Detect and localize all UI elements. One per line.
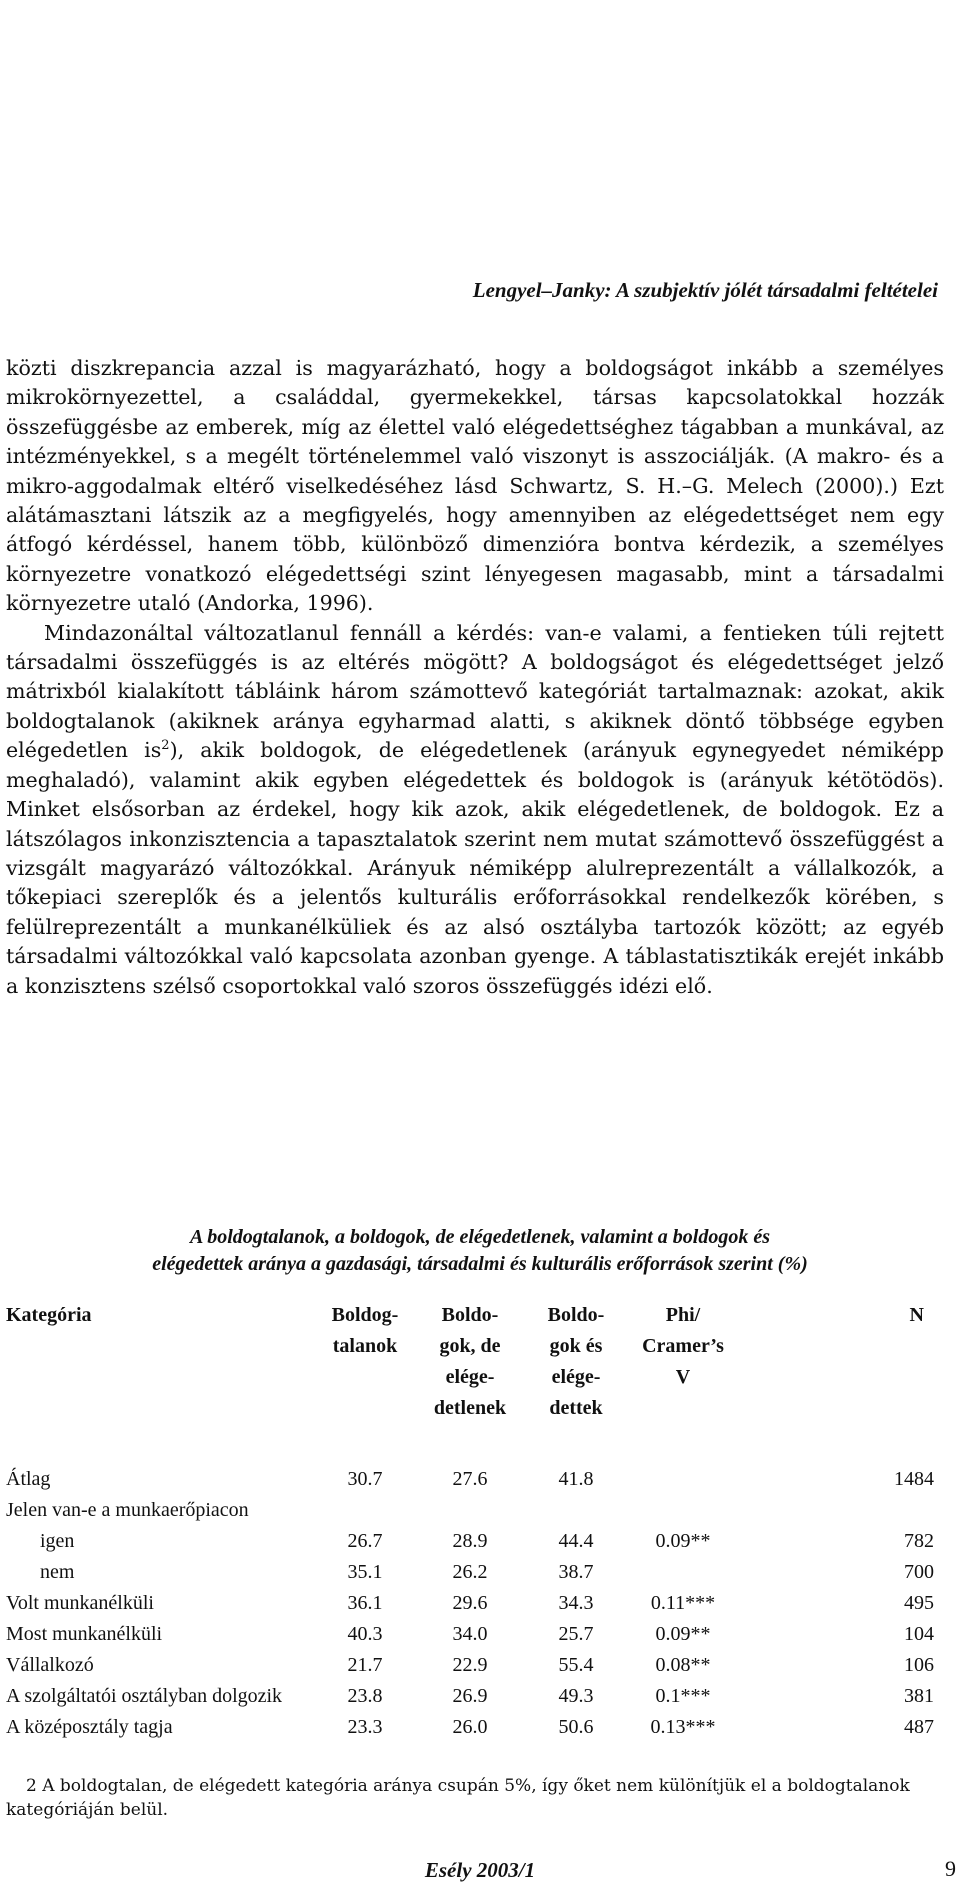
table-row	[6, 1557, 936, 1588]
cell-happy-satisfied: 44.4	[558, 1530, 594, 1552]
cell-phi: 0.13***	[650, 1716, 716, 1738]
cell-unhappy	[318, 1495, 412, 1526]
row-label: Most munkanélküli	[6, 1623, 163, 1645]
cell-unhappy: 36.1	[347, 1592, 383, 1614]
table-row	[6, 1712, 936, 1743]
paragraph-text: közti diszkrepancia azzal is magyarázható, hogy a boldogságot inkább a személyes mikrokörnyezettel, a családdal, gyermekekkel, társas kapcsolatokkal hozzák összefüggésbe az emberek, míg az élettel való elégedettséghez tágabban a munkával, az intézményekkel, s a megélt történelemmel való viszonyt is asszociálják. (A makro- és a mikro-aggodalmak eltérő viselkedéséhez lásd Schwartz, S. H.–G. Melech (2000).) Ezt alátámasztani látszik az a megfigyelés, hogy amennyiben az elégedettséget nem egy átfogó kérdéssel, hanem több, különböző dimenzióra bontva kérdezik, a személyes környezetre vonatkozó elégedettségi szint lényegesen magasabb, mint a társadalmi környezetre utaló (Andorka, 1996).	[6, 356, 944, 616]
column-header-category: Kategória	[6, 1304, 92, 1326]
cell-unhappy: 26.7	[347, 1530, 383, 1552]
row-label: nem	[40, 1561, 75, 1583]
cell-phi: 0.1***	[655, 1685, 711, 1707]
row-label: Átlag	[6, 1468, 51, 1490]
table-body	[6, 1464, 936, 1743]
cell-happy-satisfied: 50.6	[558, 1716, 594, 1738]
cell-n: 381	[904, 1685, 934, 1707]
cell-n: 1484	[894, 1468, 934, 1490]
table-header-row	[6, 1300, 936, 1434]
row-label: A középosztály tagja	[6, 1716, 173, 1738]
body-text	[6, 354, 944, 1001]
table-row	[6, 1650, 936, 1681]
cell-happy-satisfied: 55.4	[558, 1654, 594, 1676]
row-label: igen	[40, 1530, 75, 1552]
table-row	[6, 1619, 936, 1650]
cell-happy-dissatisfied: 26.9	[452, 1685, 488, 1707]
paragraph-text: ), akik boldogok, de elégedetlenek (arányuk egynegyedet némiképp meghaladó), valamint akik egyben elégedettek és boldogok is (arányuk kétötödös). Minket elsősorban az érdekel, hogy kik azok, akik elégedetlenek, de boldogok. Ez a látszólagos inkonzisztencia a tapasztalatok szerint nem mutat számottevő összefüggést a vizsgált magyarázó változókkal. Arányuk némiképp alulreprezentált a vállalkozók, a tőkepiaci szereplők és a jelentős kulturális erőforrásokkal rendelkezők körében, s felülreprezentált a munkanélküliek és az alsó osztályba tartozók között; az egyéb társadalmi változókkal való kapcsolata azonban gyenge. A táblastatisztikák erejét inkább a konzisztens szélső csoportokkal való szoros összefüggés idézi elő.	[6, 738, 944, 998]
page-number: 9	[945, 1856, 956, 1881]
table-row	[6, 1495, 936, 1526]
cell-happy-satisfied: 41.8	[558, 1468, 594, 1490]
footnote-number: 2	[26, 1776, 37, 1796]
cell-unhappy: 30.7	[347, 1468, 383, 1490]
cell-happy-satisfied: 38.7	[558, 1561, 594, 1583]
table-spacer	[6, 1434, 936, 1464]
column-header-happy-dissatisfied: Boldo- gok, de elége- detlenek	[433, 1304, 507, 1419]
footnote-reference: 2	[161, 738, 170, 754]
paragraph	[6, 619, 944, 1001]
cell-happy-dissatisfied: 26.0	[452, 1716, 488, 1738]
cell-n: 106	[904, 1654, 934, 1676]
cell-unhappy: 23.8	[347, 1685, 383, 1707]
cell-phi: 0.11***	[650, 1592, 716, 1614]
cell-happy-satisfied: 34.3	[558, 1592, 594, 1614]
cell-unhappy: 21.7	[347, 1654, 383, 1676]
row-label: Vállalkozó	[6, 1654, 94, 1676]
cell-unhappy: 35.1	[347, 1561, 383, 1583]
data-table	[6, 1300, 936, 1743]
cell-n: 782	[904, 1530, 934, 1552]
table-title-line: A boldogtalanok, a boldogok, de elégedetlenek, valamint a boldogok és	[190, 1226, 770, 1248]
cell-phi: 0.08**	[655, 1654, 711, 1676]
cell-phi	[624, 1464, 742, 1495]
column-header-phi-cramers-v: Phi/ Cramer’s V	[642, 1304, 724, 1388]
running-head: Lengyel–Janky: A szubjektív jólét társadalmi feltételei	[472, 278, 938, 302]
cell-happy-satisfied: 25.7	[558, 1623, 594, 1645]
cell-n: 104	[904, 1623, 934, 1645]
cell-happy-satisfied	[528, 1495, 624, 1526]
cell-unhappy: 23.3	[347, 1716, 383, 1738]
table-title	[0, 1224, 960, 1278]
cell-phi	[624, 1495, 742, 1526]
table-row	[6, 1526, 936, 1557]
column-header-happy-satisfied: Boldo- gok és elége- dettek	[547, 1304, 605, 1419]
column-header-n: N	[909, 1304, 924, 1326]
cell-happy-dissatisfied: 34.0	[452, 1623, 488, 1645]
cell-happy-dissatisfied	[412, 1495, 528, 1526]
row-label: Volt munkanélküli	[6, 1592, 154, 1614]
column-header-unhappy: Boldog- talanok	[331, 1304, 399, 1357]
cell-happy-dissatisfied: 22.9	[452, 1654, 488, 1676]
paragraph	[6, 354, 944, 619]
table-title-line: elégedettek aránya a gazdasági, társadalmi és kulturális erőforrások szerint (%)	[152, 1253, 808, 1275]
cell-n: 700	[904, 1561, 934, 1583]
table-row	[6, 1464, 936, 1495]
row-label: A szolgáltatói osztályban dolgozik	[6, 1685, 283, 1707]
cell-n	[742, 1495, 936, 1526]
cell-happy-satisfied: 49.3	[558, 1685, 594, 1707]
cell-n: 487	[904, 1716, 934, 1738]
footnote	[6, 1774, 926, 1822]
paragraph-text: Mindazonáltal változatlanul fennáll a kérdés: van-e valami, a fentieken túli rejtett társadalmi összefüggés is az eltérés mögött? A boldogságot és elégedettséget jelző mátrixból kialakított tábláink három számottevő kategóriát tartalmaznak: azokat, akik boldogtalanok (akiknek aránya egyharmad alatti, s akiknek döntő többsége egyben elégedetlen is	[6, 620, 944, 763]
row-label: Jelen van-e a munkaerőpiacon	[6, 1499, 249, 1521]
cell-phi: 0.09**	[655, 1530, 711, 1552]
cell-happy-dissatisfied: 28.9	[452, 1530, 488, 1552]
cell-happy-dissatisfied: 26.2	[452, 1561, 488, 1583]
cell-n: 495	[904, 1592, 934, 1614]
table-row	[6, 1681, 936, 1712]
cell-happy-dissatisfied: 27.6	[452, 1468, 488, 1490]
journal-footer: Esély 2003/1	[424, 1858, 536, 1882]
footnote-text: A boldogtalan, de elégedett kategória aránya csupán 5%, így őket nem különítjük el a boldogtalanok kategóriáján belül.	[6, 1776, 910, 1820]
cell-phi: 0.09**	[655, 1623, 711, 1645]
cell-phi	[624, 1557, 742, 1588]
cell-unhappy: 40.3	[347, 1623, 383, 1645]
table-row	[6, 1588, 936, 1619]
cell-happy-dissatisfied: 29.6	[452, 1592, 488, 1614]
